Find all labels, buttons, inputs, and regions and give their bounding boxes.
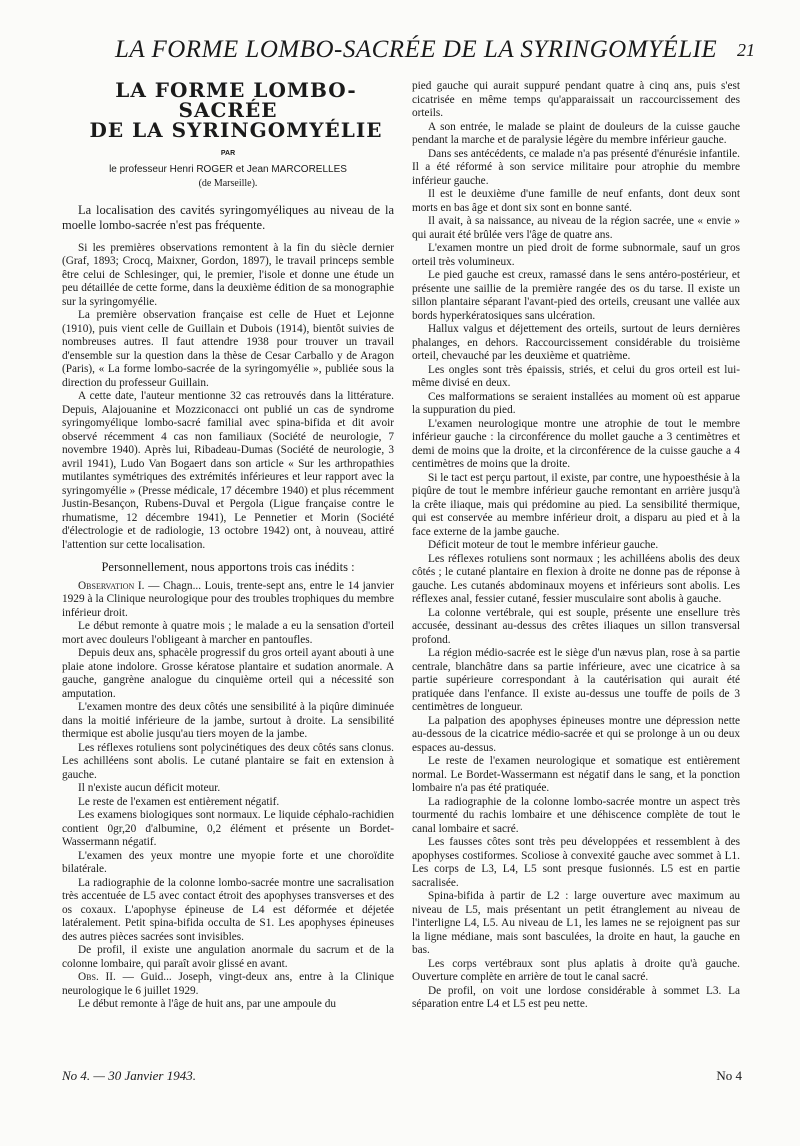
affiliation: (de Marseille). [198, 178, 258, 189]
observation-1-label: Observation I. [78, 579, 145, 592]
issue-number-footer: No 4 [716, 1068, 742, 1083]
authors: le professeur Henri ROGER et Jean MARCORELLES [109, 163, 347, 175]
case-paragraph: De profil, on voit une lordose considérable à sommet L3. La séparation entre L4 et L5 est peu nette. [412, 984, 740, 1010]
case-paragraph: De profil, il existe une angulation anormale du sacrum et de la colonne lombaire, qui paraît avoir glissé en avant. [62, 944, 394, 970]
intro-paragraph: A cette date, l'auteur mentionne 32 cas retrouvés dans la littérature. Depuis, Alajouanine et Mozziconacci ont publié un cas de syndrome syringomyélique lombo-sacré familial avec spina-bifida et dit avoir observé récemment 4 cas non familiaux (Société de neurologie, 7 novembre 1940). Après lui, Ribadeau-Dumas (Société de neurologie, 3 avril 1941), Ludo Van Bogaert dans son article « Sur les arthropathies mutilantes symétriques des extrémités inférieures et leur rapport avec la syringomyélie » (Presse médicale, 17 décembre 1940) et plus récemment Justin-Besançon, Rubens-Duval et Pergola (Ligue française contre le rhumatisme, 12 décembre 1941), Le Pennetier et Morin (Société d'électrologie et de radiologie, 13 octobre 1942) ont, à nouveau, attiré l'attention sur cette localisation. [62, 390, 394, 551]
case-paragraph: Les fausses côtes sont très peu développées et ressemblent à des apophyses costiformes. Scoliose à convexité gauche avec sommet à L1. Les corps de L3, L4, L5 sont presque fusionnés. L5 est en partie sacralisée. [412, 836, 740, 889]
case-paragraph: Si le tact est perçu partout, il existe, par contre, une hypoesthésie à la piqûre de tout le membre inférieur gauche remontant en arrière jusqu'à la crête iliaque, mais qui prédomine au pied. La sensibilité thermique, qui est conservée au membre inférieur droit, a disparu au pied et à la face externe de la jambe gauche. [412, 471, 740, 538]
case-paragraph: La radiographie de la colonne lombo-sacrée montre un aspect très tourmenté du rachis lombaire et une déhiscence complète de tout le canal lombaire et sacré. [412, 795, 740, 835]
case-paragraph: La palpation des apophyses épineuses montre une dépression nette au-dessous de la cicatrice médio-sacrée et qui se prolonge à un ou deux espaces au-dessus. [412, 714, 740, 754]
article-title-line2: DE LA SYRINGOMYÉLIE [89, 118, 383, 142]
issue-footer: No 4. — 30 Janvier 1943. [62, 1068, 196, 1083]
case-paragraph: Le pied gauche est creux, ramassé dans le sens antéro-postérieur, et présente une saillie de la première rangée des os du tarse. Il existe un sillon plantaire séparant l'avant-pied des orteils, creusant une vallée aux bords hyperkératosiques sans ulcération. [412, 269, 740, 322]
case-paragraph: La radiographie de la colonne lombo-sacrée montre une sacralisation très accentuée de L5 avec contact étroit des apophyses transverses et des os coxaux. L'apophyse épineuse de L4 est déformée et déjetée latéralement. Petit spina-bifida occulta de S1. Les apophyses épineuses des autres pièces sacrées sont invisibles. [62, 876, 394, 943]
case-paragraph: L'examen montre un pied droit de forme subnormale, sauf un gros orteil très volumineux. [412, 242, 740, 268]
case-paragraph: La colonne vertébrale, qui est souple, présente une ensellure très accusée, dessinant au-dessus des crêtes iliaques un sillon transversal profond. [412, 606, 740, 646]
case-paragraph: Ces malformations se seraient installées au moment où est apparue la suppuration du pied. [412, 390, 740, 416]
case-paragraph: A son entrée, le malade se plaint de douleurs de la cuisse gauche pendant la marche et de paralysie légère du membre inférieur gauche. [412, 120, 740, 146]
case-paragraph: Spina-bifida à partir de L2 : large ouverture avec maximum au niveau de L5, mais présentant un petit étranglement au niveau de l'interligne L4, L5. Au niveau de L1, les lames ne se rejoignent pas sur la ligne médiane, mais sont basculées, la droite en haut, la gauche en bas. [412, 890, 740, 956]
case-paragraph: Dans ses antécédents, ce malade n'a pas présenté d'énurésie infantile. Il a été réformé à son service militaire pour atrophie du membre inférieur gauche. [412, 147, 740, 187]
observation-2-lead: — Guid... Joseph, vingt-deux ans, entre à la Clinique neurologique le 6 juillet 1929. [62, 971, 395, 997]
case-paragraph: Depuis deux ans, sphacèle progressif du gros orteil ayant abouti à une plaie atone indolore. Grosse kératose plantaire et sudation anormale. A gauche, gangrène analogue du cinquième orteil qui a nécessité son amputation. [62, 647, 394, 700]
case-paragraph: Le reste de l'examen est entièrement négatif. [78, 795, 280, 808]
right-column [412, 80, 740, 1012]
case-paragraph: Les corps vertébraux sont plus aplatis à droite qu'à gauche. Ouverture complète en arrière de tout le canal sacré. [412, 957, 740, 983]
case-paragraph: Les examens biologiques sont normaux. Le liquide céphalo-rachidien contient 0gr,20 d'albumine, 0,2 élément et présente un Bordet-Wassermann négatif. [62, 809, 394, 848]
case-paragraph: Il est le deuxième d'une famille de neuf enfants, dont deux sont morts en bas âge et dont six sont en bonne santé. [412, 188, 740, 214]
case-paragraph: Le début remonte à quatre mois ; le malade a eu la sensation d'orteil mort avec douleurs l'obligeant à marcher en pantoufles. [62, 620, 394, 646]
intro-paragraph: La première observation française est celle de Huet et Lejonne (1910), puis vient celle de Guillain et Dubois (1914), bientôt suivies de nombreuses autres. Il faut attendre 1938 pour trouver un travail d'ensemble sur la question dans la thèse de Cesar Carballo y de Aragon (Paris), « La forme lombo-sacrée de la syringomyélie », publiée sous la direction du professeur Guillain. [62, 309, 394, 389]
case-paragraph: L'examen des yeux montre une myopie forte et une choroïdite bilatérale. [62, 849, 394, 875]
case-paragraph: L'examen neurologique montre une atrophie de tout le membre inférieur gauche : la circonférence du mollet gauche a 3 centimètres et demi de moins que la droite, et la circonférence de la cuisse gauche a 4 centimètres de moins que la droite. [412, 417, 740, 470]
abstract-paragraph: La localisation des cavités syringomyéliques au niveau de la moelle lombo-sacrée n'est pas fréquente. [62, 202, 394, 232]
case-paragraph: L'examen montre des deux côtés une sensibilité à la piqûre diminuée dans la moitié inférieure de la jambe, surtout à droite. La sensibilité thermique est abolie jusqu'au tiers moyen de la jambe. [62, 701, 394, 740]
case-paragraph: Le reste de l'examen neurologique et somatique est entièrement normal. Le Bordet-Wassermann est négatif dans le sang, et la ponction lombaire n'a pas été pratiquée. [412, 755, 740, 794]
case-paragraph: Déficit moteur de tout le membre inférieur gauche. [428, 539, 659, 551]
page-number: 21 [737, 40, 755, 60]
case-paragraph: pied gauche qui aurait suppuré pendant quatre à cinq ans, puis s'est cicatrisée en même temps qu'apparaissait un raccourcissement des orteils. [412, 80, 740, 119]
running-title: LA FORME LOMBO-SACRÉE DE LA SYRINGOMYÉLIE [115, 36, 718, 63]
intro-paragraph: Si les premières observations remontent à la fin du siècle dernier (Graf, 1893; Crocq, Maixner, Gordon, 1897), le travail princeps semble être celui de Schlesinger, qui, le premier, l'isole et donne une étude un peu détaillée de cette forme, dans la deuxième édition de sa monographie sur la syringomyélie. [62, 241, 394, 308]
byline-par: PAR [220, 150, 236, 157]
case-paragraph: Les réflexes rotuliens sont polycinétiques des deux côtés sans clonus. Les achilléens sont abolis. Le cutané plantaire se fait en extension à gauche. [62, 741, 394, 781]
left-column [62, 80, 394, 1012]
case-paragraph: Il avait, à sa naissance, au niveau de la région sacrée, une « envie » qui aurait été brûlée vers l'âge de quatre ans. [412, 215, 740, 241]
running-header [55, 30, 755, 70]
case-paragraph: La région médio-sacrée est le siège d'un nævus plan, rose à sa partie centrale, blanchâtre dans sa partie inférieure, avec une cicatrice à sa partie supérieure correspondant à la cautérisation qui aurait été pratiquée dans l'enfance. Il existe au-dessus une touffe de poils de 3 centimètres de longueur. [412, 647, 740, 713]
observation-2-label: Obs. II. [78, 971, 116, 983]
observation-1-lead: — Chagn... Louis, trente-sept ans, entre le 14 janvier 1929 à la Clinique neurologique pour des troubles trophiques du membre inférieur droit. [62, 579, 394, 619]
observation-1-heading [62, 580, 394, 621]
case-paragraph: Le début remonte à l'âge de huit ans, par une ampoule du [78, 998, 337, 1010]
case-paragraph: Il n'existe aucun déficit moteur. [78, 782, 221, 794]
case-paragraph: Hallux valgus et déjettement des orteils, surtout de leurs dernières phalanges, en dehors. Raccourcissement considérable du troisième orteil, chevauché par les deuxième et quatrième. [412, 323, 740, 362]
observation-2-heading [62, 971, 394, 998]
case-paragraph: Les réflexes rotuliens sont normaux ; les achilléens abolis des deux côtés ; le cutané plantaire en flexion à droite ne donne pas de réponse à gauche. Les cutanés abdominaux moyens et inférieurs sont abolis. Les réflexes anal, fessier cutané, fessier musculaire sont abolis à gauche. [412, 552, 740, 605]
case-paragraph: Les ongles sont très épaissis, striés, et celui du gros orteil est lui-même divisé en deux. [412, 363, 740, 389]
cases-intro: Personnellement, nous apportons trois cas inédits : [101, 560, 355, 574]
article-title-line1: LA FORME LOMBO-SACRÉE [115, 78, 357, 122]
